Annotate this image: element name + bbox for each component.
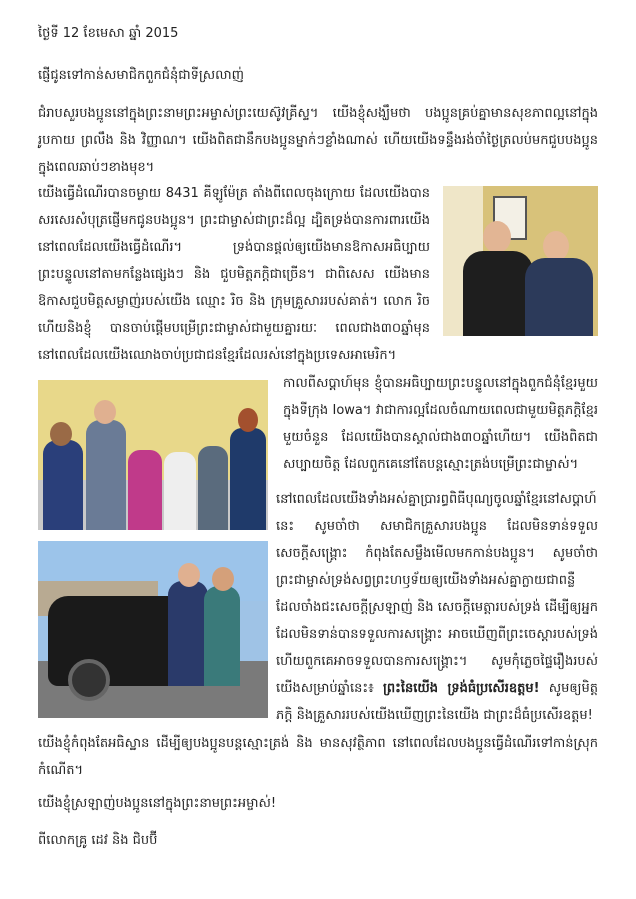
theme-verse: ព្រះនៃយើង ទ្រង់ធំប្រសើរឧត្តម! bbox=[382, 681, 540, 696]
new-year-text-2: សូមឲ្យមិត្តភក្តិ និងគ្រួសាររបស់យើងឃើញព្រះនៃយើង ជាព្រះដ៏ធំប្រសើរឧត្តម! bbox=[276, 681, 598, 723]
prayer-paragraph: យើងខ្ញុំកំពុងតែអធិស្ឋាន ដើម្បីឲ្យបងប្អូនបន្តស្មោះត្រង់ និង មានសុវត្ថិភាព នៅពេលដែលបងប្អូនធ្វើដំណើរទៅកាន់ស្រុកកំណើត។ bbox=[38, 736, 598, 778]
letter-recipient: ផ្ញើជូនទៅកាន់សមាជិកពួកជំនុំជាទីស្រលាញ់ bbox=[38, 68, 245, 83]
travel-paragraph: យើងធ្វើដំណើរបានចម្ងាយ 8431 គីឡូម៉ែត្រ តាំងពីពេលចុងក្រោយ ដែលយើងបានសរសេរសំបុត្រផ្ញើមកជូនបងប្អូន។ ព្រះជាម្ចាស់ជាព្រះដ៏ល្អ ដ្បិតទ្រង់បានការពារយើងនៅពេលដែលយើងធ្វើដំណើរ។ ទ្រង់បានផ្តល់ឲ្យយើងមានឱកាសអធិប្បាយព្រះបន្ទូលនៅតាមកន្លែងផ្សេងៗ និង ជួបមិត្តភក្តិជាច្រើន។ ជាពិសេស យើងមានឱកាសជួបមិត្តសម្លាញ់របស់យើង ឈ្មោះ រិច និង ក្រុមគ្រួសាររបស់គាត់។ លោក រិច ហើយនិងខ្ញុំ បានចាប់ផ្តើមបម្រើព្រះជាម្ចាស់ជាមួយគ្នារយៈ ពេលជាង៣០ឆ្នាំមុន នៅពេលដែលយើងឈោងចាប់ប្រជាជនខ្មែរដែលរស់នៅក្នុងប្រទេសអាមេរិក។ bbox=[38, 186, 430, 363]
new-year-text-1: នៅពេលដែលយើងទាំងអស់គ្នាប្រារព្ធពិធីបុណ្យចូលឆ្នាំខ្មែរនៅសប្តាហ៍នេះ សូមចាំថា សមាជិកគ្រួសារបងប្អូន ដែលមិនទាន់ទទួលសេចក្តីសង្គ្រោះ កំពុងតែសម្លឹងមើលមកកាន់បងប្អូន។ សូមចាំថា ព្រះជាម្ចាស់ទ្រង់សព្វព្រះហឫទ័យឲ្យយើងទាំងអស់គ្នាក្លាយជាពន្លឺ ដែលចាំងជះសេចក្តីស្រឡាញ់ និង សេចក្តីមេត្តារបស់ទ្រង់ ដើម្បីឲ្យអ្នកដែលមិនទាន់បានទទួលការសង្គ្រោះ អាចឃើញពីព្រះចេស្តារបស់ទ្រង់ ហើយពួកគេអាចទទួលបានការសង្គ្រោះ។ សូមកុំភ្លេចផ្ទៃរឿងរបស់យើងសម្រាប់ឆ្នាំនេះ៖ bbox=[276, 492, 598, 696]
new-year-paragraph bbox=[276, 486, 598, 729]
letter-date: ថ្ងៃទី 12 ខែមេសា ឆ្នាំ 2015 bbox=[38, 26, 179, 41]
closing-line: យើងខ្ញុំស្រឡាញ់បងប្អូននៅក្នុងព្រះនាមព្រះអម្ចាស់! bbox=[38, 796, 277, 811]
signature: ពីលោកគ្រូ ដេវ និង ជិបប៊ី bbox=[38, 833, 158, 848]
photo-couple-car bbox=[38, 541, 268, 718]
photo-two-men bbox=[443, 186, 598, 336]
photo-group-iowa bbox=[38, 380, 268, 530]
greeting-paragraph: ជំរាបសួរបងប្អូននៅក្នុងព្រះនាមព្រះអម្ចាស់ព្រះយេស៊ូវគ្រីស្ទ។ យើងខ្ញុំសង្ឃឹមថា បងប្អូនគ្រប់គ្នាមានសុខភាពល្អនៅក្នុងរូបកាយ ព្រលឹង និង វិញ្ញាណ។ យើងពិតជានឹកបងប្អូនម្នាក់ៗខ្លាំងណាស់ ហើយយើងទន្ទឹងរង់ចាំថ្ងៃត្រលប់មកជួបបងប្អូនក្នុងពេលឆាប់ៗខាងមុខ។ bbox=[38, 106, 598, 175]
iowa-paragraph: កាលពីសប្តាហ៍មុន ខ្ញុំបានអធិប្បាយព្រះបន្ទូលនៅក្នុងពួកជំនុំខ្មែរមួយក្នុងទីក្រុង Iowa។ វាជាការល្អដែលចំណាយពេលជាមួយមិត្តភក្តិខ្មែរមួយចំនួន ដែលយើងបានស្គាល់ជាង៣០ឆ្នាំហើយ។ យើងពិតជាសប្បាយចិត្ត ដែលពួកគេនៅតែបន្តស្មោះត្រង់បម្រើព្រះជាម្ចាស់។ bbox=[283, 376, 598, 472]
